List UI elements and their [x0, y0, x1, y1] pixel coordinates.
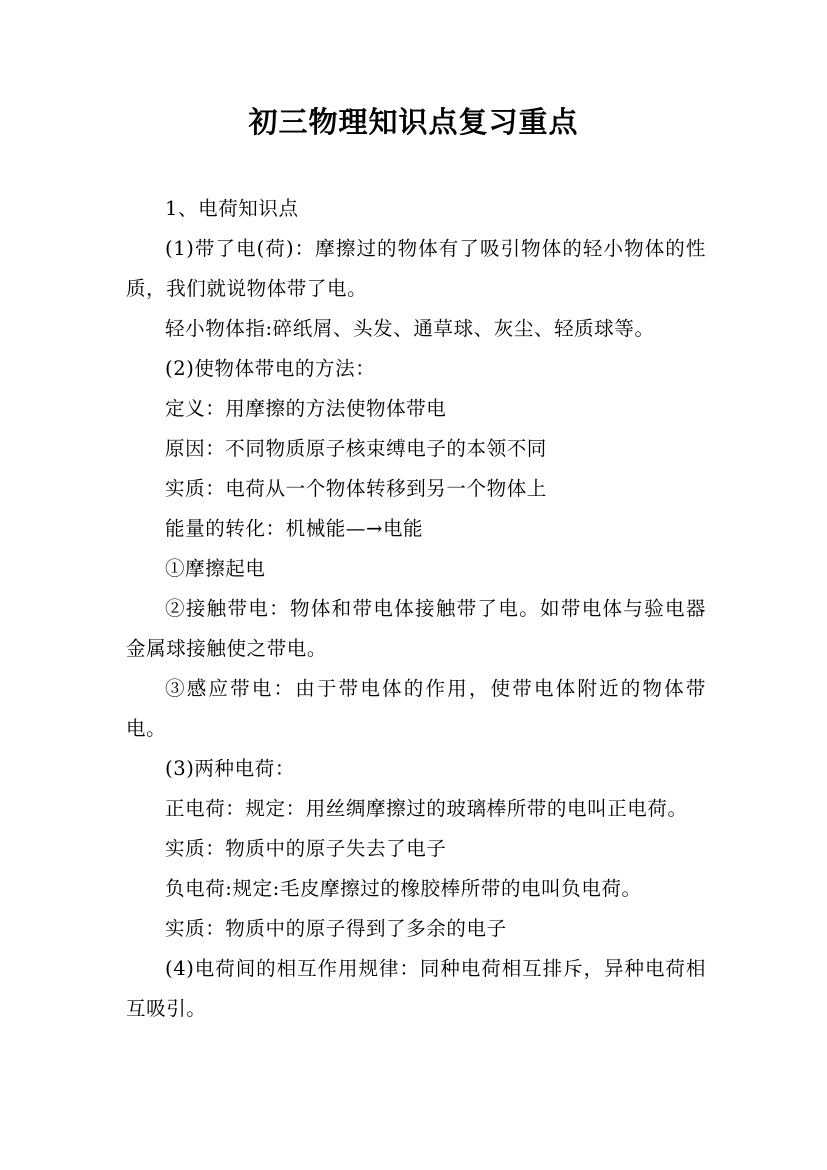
- paragraph-two-charges: (3)两种电荷：: [165, 757, 295, 780]
- paragraph-reason: 原因：不同物质原子核束缚电子的本领不同: [165, 437, 547, 460]
- paragraph-negative-essence: 实质：物质中的原子得到了多余的电子: [165, 917, 507, 940]
- paragraph-definition: 定义：用摩擦的方法使物体带电: [165, 397, 447, 420]
- paragraph-light-objects: 轻小物体指:碎纸屑、头发、通草球、灰尘、轻质球等。: [165, 317, 655, 340]
- paragraph-interaction-law: (4)电荷间的相互作用规律：同种电荷相互排斥，异种电荷相互吸引。: [126, 957, 706, 1020]
- paragraph-friction-charging: ①摩擦起电: [165, 557, 266, 580]
- paragraph-positive-charge: 正电荷：规定：用丝绸摩擦过的玻璃棒所带的电叫正电荷。: [165, 797, 688, 820]
- paragraph-induction-charging: ③感应带电：由于带电体的作用，使带电体附近的物体带电。: [126, 677, 706, 740]
- paragraph-essence: 实质：电荷从一个物体转移到另一个物体上: [165, 477, 547, 500]
- paragraph-charging-methods: (2)使物体带电的方法：: [165, 357, 376, 380]
- document-title: 初三物理知识点复习重点: [248, 105, 579, 139]
- document-body: [126, 189, 706, 1029]
- paragraph-section-1-heading: 1、电荷知识点: [165, 197, 299, 220]
- paragraph-energy-conversion: 能量的转化：机械能—→电能: [165, 517, 424, 540]
- paragraph-charged-definition: (1)带了电(荷)：摩擦过的物体有了吸引物体的轻小物体的性质，我们就说物体带了电。: [126, 237, 706, 300]
- paragraph-negative-charge: 负电荷:规定:毛皮摩擦过的橡胶棒所带的电叫负电荷。: [165, 877, 642, 900]
- paragraph-positive-essence: 实质：物质中的原子失去了电子: [165, 837, 447, 860]
- paragraph-contact-charging: ②接触带电：物体和带电体接触带了电。如带电体与验电器金属球接触使之带电。: [126, 597, 706, 660]
